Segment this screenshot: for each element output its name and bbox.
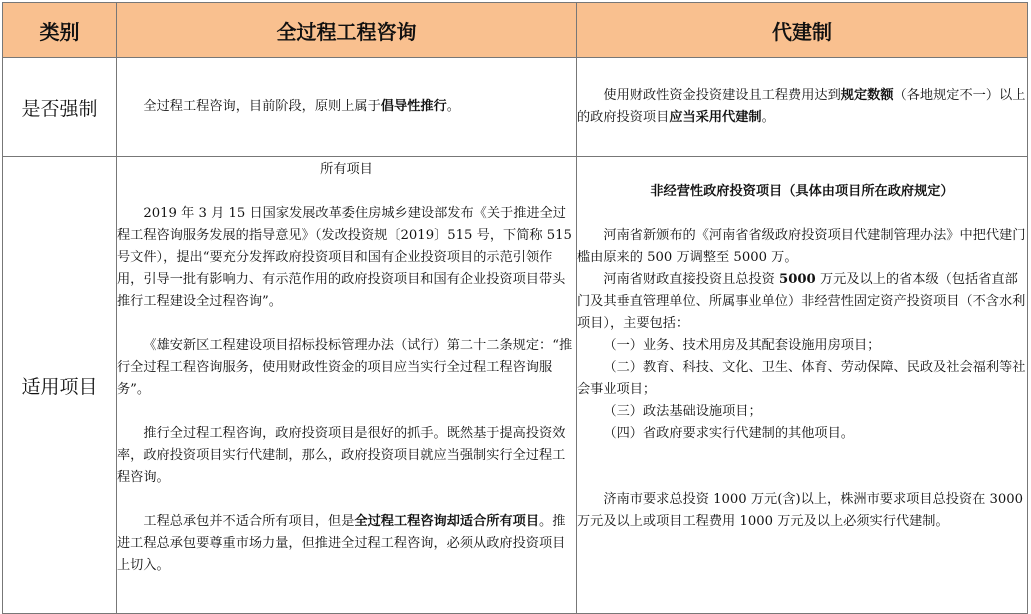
scope-full-process-heading: 所有项目 <box>320 162 373 177</box>
scope-agent-build-item-2: （二）教育、科技、文化、卫生、体育、劳动保障、民政及社会福利等社会事业项目； <box>577 360 1026 397</box>
row-scope <box>3 157 1028 614</box>
scope-full-process-para1: 2019 年 3 月 15 日国家发展改革委住房城乡建设部发布《关于推进全过程工程咨询服务发展的指导意见》（发改投资规〔2019〕515 号，下简称 515 号文件），提出“要充分发挥政府投资项目和国有企业投资项目的示范引领作用，引导一批有影响力、有示范作用的政府投资项目和国有企业投资项目带头推行工程建设全过程咨询”。 <box>117 206 572 309</box>
scope-agent-build-heading: 非经营性政府投资项目（具体由项目所在政府规定） <box>650 184 954 199</box>
comparison-table <box>2 2 1028 614</box>
mandatory-full-process-text: 全过程工程咨询，目前阶段，原则上属于倡导性推行。 <box>143 99 460 114</box>
mandatory-agent-build-text: 使用财政性资金投资建设且工程费用达到规定数额（各地规定不一）以上的政府投资项目应当采用代建制。 <box>577 88 1026 125</box>
scope-full-process-para3: 推行全过程工程咨询，政府投资项目是很好的抓手。既然基于提高投资效率，政府投资项目实行代建制，那么，政府投资项目就应当强制实行全过程工程咨询。 <box>117 426 566 485</box>
scope-full-process-cell <box>117 157 577 614</box>
scope-agent-build-para2: 河南省财政直接投资且总投资 5000 万元及以上的省本级（包括省直部门及其垂直管理单位、所属事业单位）非经营性固定资产投资项目（不含水利项目），主要包括： <box>577 272 1026 331</box>
scope-agent-build-item-3: （三）政法基础设施项目； <box>603 404 762 419</box>
scope-agent-build-para1: 河南省新颁布的《河南省省级政府投资项目代建制管理办法》中把代建门槛由原来的 500 万调整至 5000 万。 <box>577 228 1026 265</box>
row-label-scope: 适用项目 <box>3 157 117 614</box>
mandatory-agent-build-cell <box>577 58 1028 157</box>
header-full-process-consulting: 全过程工程咨询 <box>117 3 577 58</box>
mandatory-full-process-cell <box>117 58 577 157</box>
header-agent-construction: 代建制 <box>577 3 1028 58</box>
scope-agent-build-item-1: （一）业务、技术用房及其配套设施用房项目； <box>603 338 881 353</box>
scope-agent-build-cell <box>577 157 1028 614</box>
header-category: 类别 <box>3 3 117 58</box>
scope-full-process-para2: 《雄安新区工程建设项目招标投标管理办法（试行）第二十二条规定：“推行全过程工程咨询服务，使用财政性资金的项目应当实行全过程工程咨询服务”。 <box>117 338 573 397</box>
scope-agent-build-item-4: （四）省政府要求实行代建制的其他项目。 <box>603 426 854 441</box>
scope-full-process-para4: 工程总承包并不适合所有项目，但是全过程工程咨询却适合所有项目。推进工程总承包要尊重市场力量，但推进全过程工程咨询，必须从政府投资项目上切入。 <box>117 514 566 573</box>
row-label-mandatory: 是否强制 <box>3 58 117 157</box>
header-row <box>3 3 1028 58</box>
row-mandatory <box>3 58 1028 157</box>
scope-agent-build-para3: 济南市要求总投资 1000 万元(含)以上，株洲市要求项目总投资在 3000 万元及以上或项目工程费用 1000 万元及以上必须实行代建制。 <box>577 492 1024 529</box>
